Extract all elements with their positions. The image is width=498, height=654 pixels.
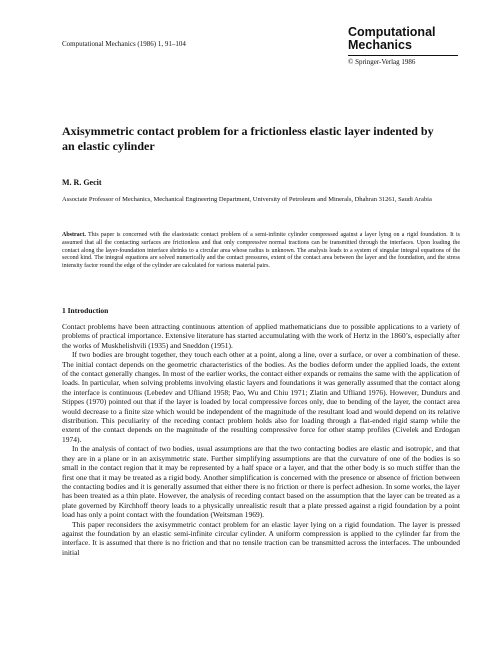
- author-affiliation: Associate Professor of Mechanics, Mechanical Engineering Department, University of Petroleum and Minerals, Dhahran 31261, Saudi Arabia: [62, 196, 432, 203]
- journal-title-line1: Computational: [348, 25, 436, 39]
- paragraph: In the analysis of contact of two bodies, usual assumptions are that the two contacting bodies are elastic and isotropic, and that they are in a plane or in an axisymmetric state. Further simplifying assumptions are that the curvature of one of the bodies is so small in the contact region that it may be represented by a half space or a layer, and that the other body is so much stiffer than the first one that it may be treated as a rigid body. Another simplification is concerned with the presence or absence of friction between the contacting bodies and it is generally assumed that either there is no friction or there is perfect adhesion. In some works, the layer has been treated as a thin plate. However, the analysis of receding contact based on the assumption that the layer can be treated as a plate governed by Kirchhoff theory leads to a physically unrealistic result that a plate pressed against a rigid foundation by a point load has only a point contact with the foundation (Weitsman 1969).: [62, 444, 460, 520]
- journal-title-line2: Mechanics: [348, 38, 412, 52]
- article-title: Axisymmetric contact problem for a frictionless elastic layer indented by an elastic cylinder: [62, 124, 434, 153]
- journal-brand: [348, 26, 458, 67]
- brand-divider: [348, 55, 458, 56]
- abstract: [62, 232, 460, 271]
- paragraph: Contact problems have been attracting continuous attention of applied mathematicians due to possible applications to a variety of problems of practical importance. Extensive literature has started accumulating with the work of Hertz in the 1860’s, especially after the works of Muskhelishvili (1935) and Sneddon (1951).: [62, 322, 460, 350]
- introduction-body: [62, 322, 460, 557]
- paragraph: This paper reconsiders the axisymmetric contact problem for an elastic layer lying on a rigid foundation. The layer is pressed against the foundation by an elastic semi-infinite circular cylinder. A uniform compression is applied to the cylinder far from the interface. It is assumed that there is no friction and that no tensile traction can be transmitted across the interfaces. The unbounded initial: [62, 519, 460, 557]
- author-name: M. R. Gecit: [62, 178, 102, 187]
- paragraph: If two bodies are brought together, they touch each other at a point, along a line, over a surface, or over a combination of these. The initial contact depends on the geometric characteristics of the bodies. As the bodies deform under the applied loads, the extent of the contact generally changes. In most of the earlier works, the contact either expands or remains the same with the application of loads. In particular, when solving problems involving elastic layers and foundations it was generally assumed that the contact along the interface is continuous (Lebedev and Ufliand 1958; Pao, Wu and Chiu 1971; Zlatin and Ufliand 1976). However, Dundurs and Stippes (1970) pointed out that if the layer is loaded by local compressive forces only, due to bending of the layer, the contact area would decrease to a finite size which would be independent of the magnitude of the resultant load and would depend on its relative distribution. This peculiarity of the receding contact problem holds also for loading through a flat-ended rigid stamp while the extent of the contact depends on the magnitude of the resulting compressive force for other stamp profiles (Civelek and Erdogan 1974).: [62, 350, 460, 444]
- copyright-notice: © Springer-Verlag 1986: [348, 58, 416, 66]
- abstract-label: Abstract.: [62, 232, 86, 238]
- section-heading: 1 Introduction: [62, 306, 109, 315]
- abstract-text: This paper is concerned with the elastostatic contact problem of a semi-infinite cylinder compressed against a layer lying on a rigid foundation. It is assumed that all the contacting surfaces are frictionless and that only compressive normal tractions can be transmitted through the interfaces. Upon loading the contact along the layer-foundation interface shrinks to a circular area whose radius is unknown. The analysis leads to a system of singular integral equations of the second kind. The integral equations are solved numerically and the contact pressures, extent of the contact area between the layer and the foundation, and the stress intensity factor round the edge of the cylinder are calculated for various material pairs.: [62, 232, 460, 270]
- journal-reference: Computational Mechanics (1986) 1, 91–104: [62, 40, 186, 48]
